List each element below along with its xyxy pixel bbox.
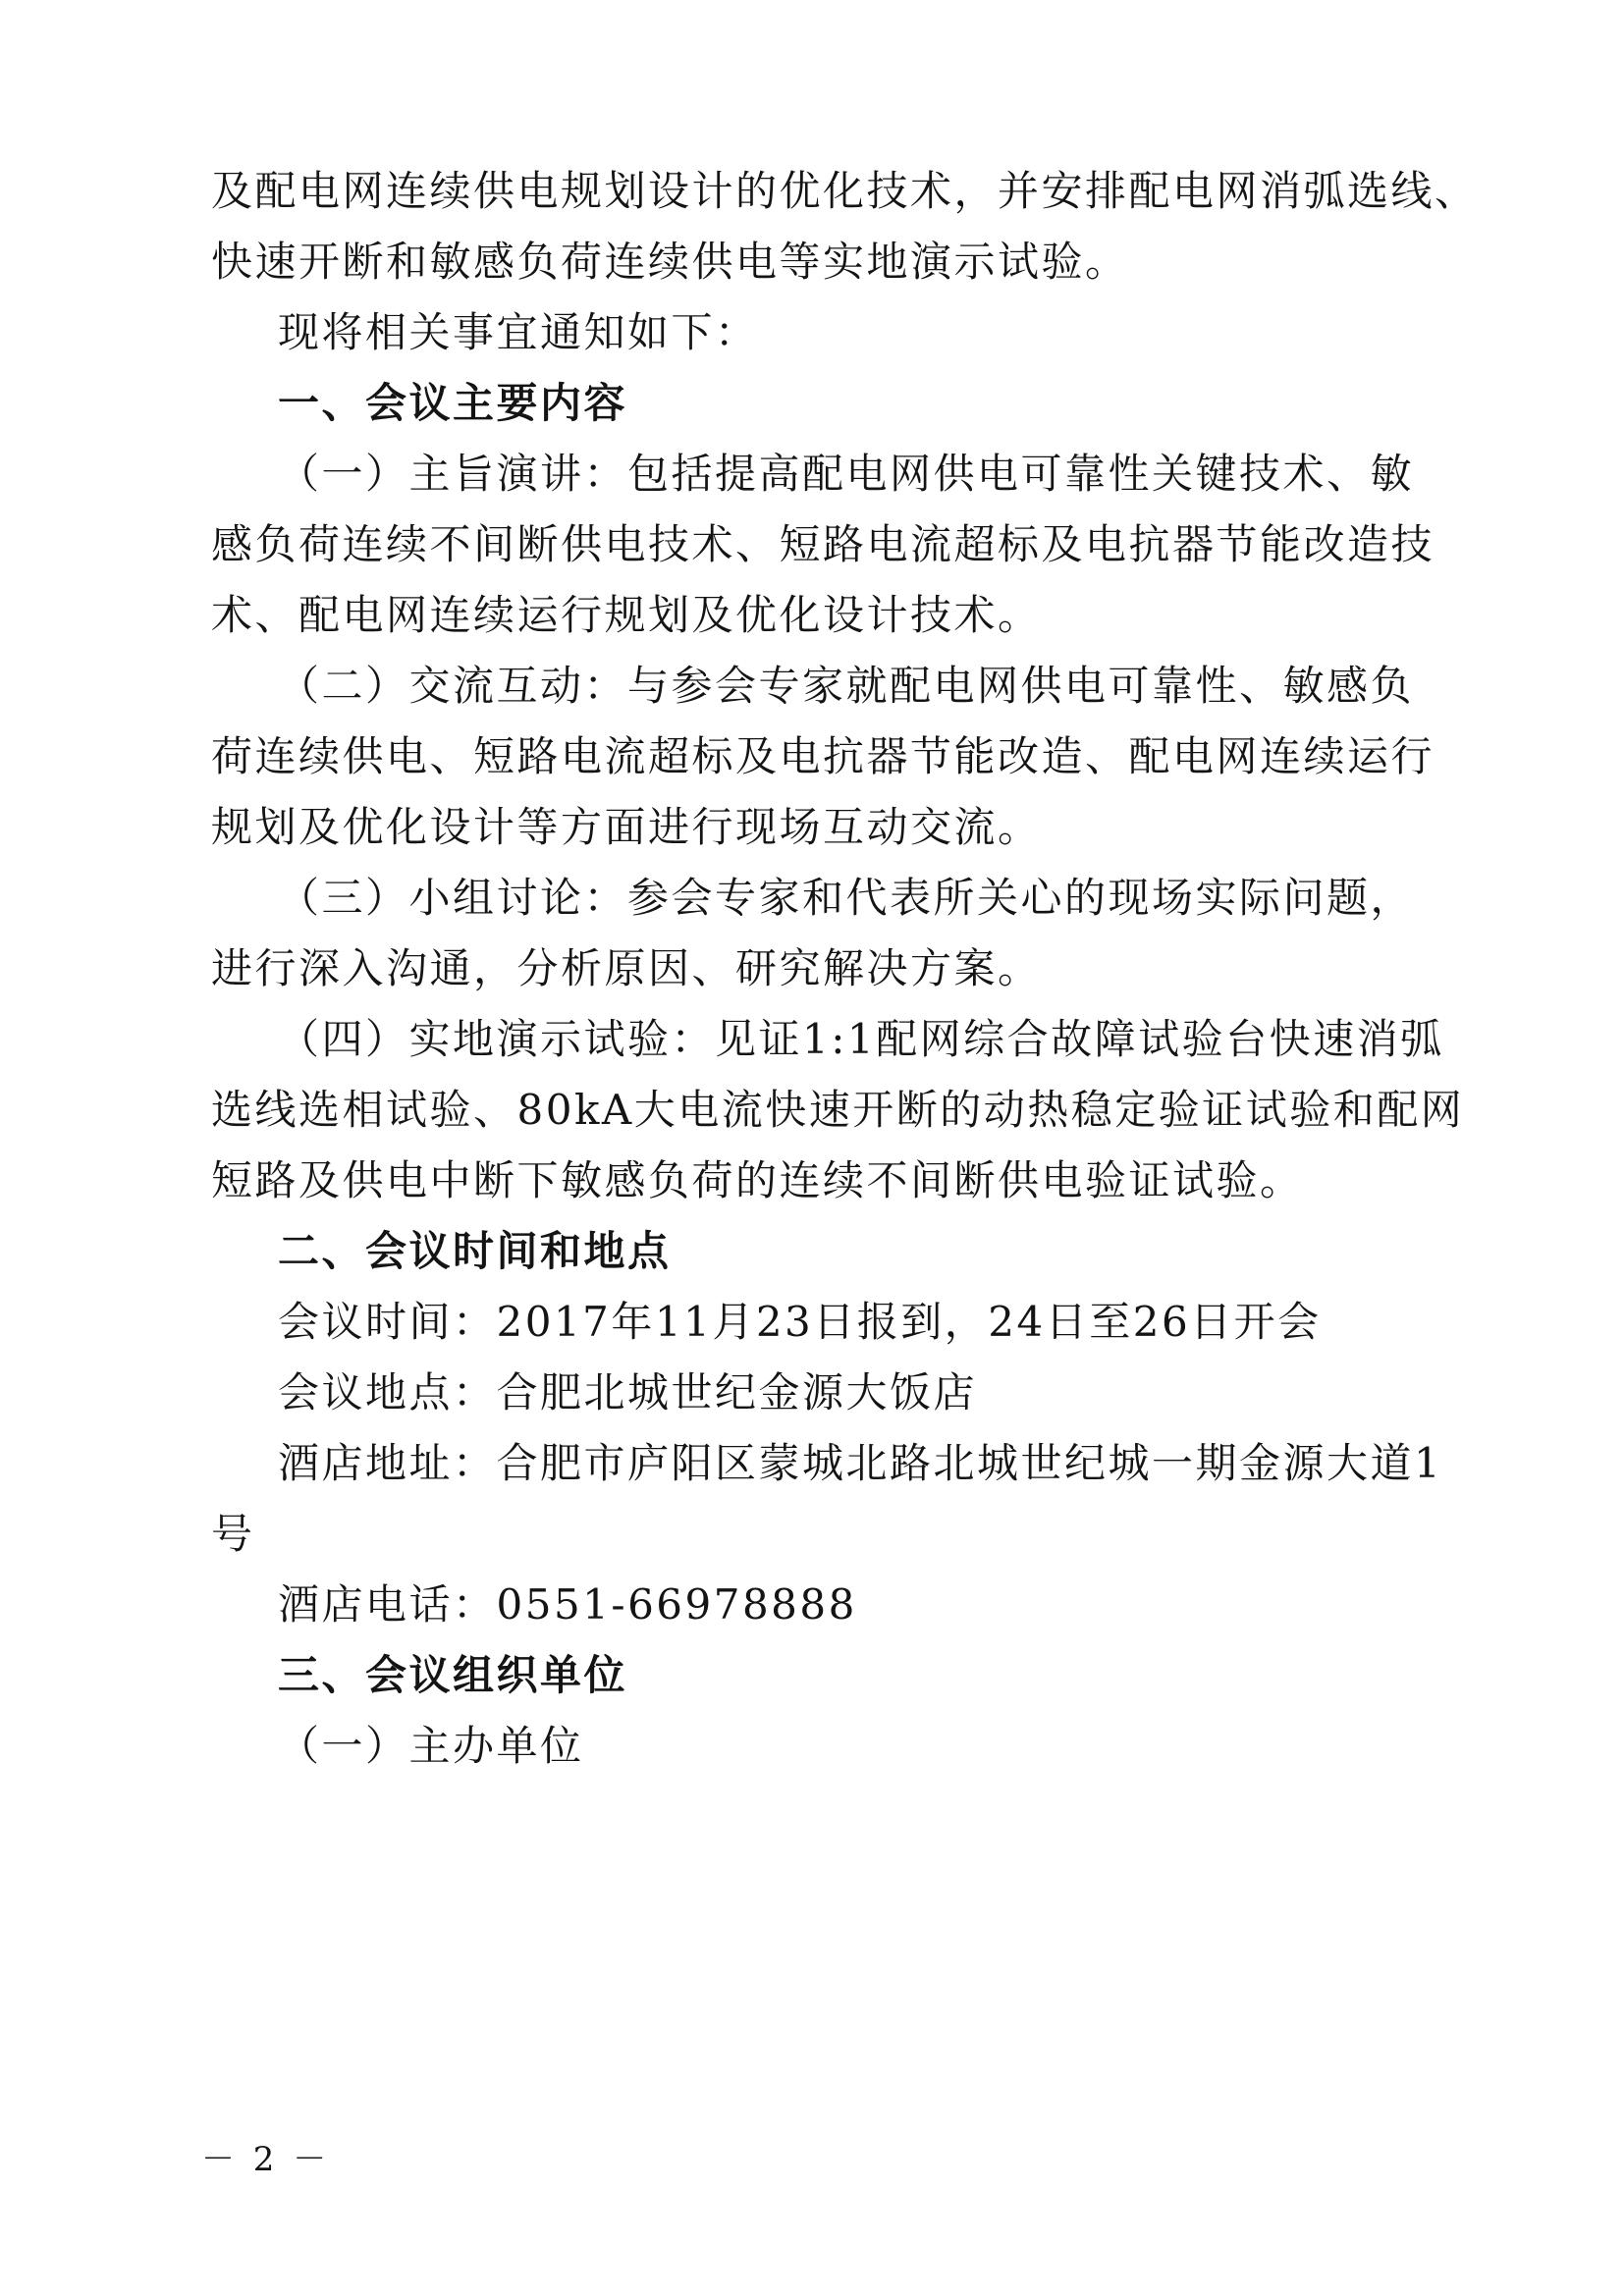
keynote-item-line: 术、配电网连续运行规划及优化设计技术。 [211, 591, 1042, 639]
demo-item-line: 选线选相试验、80kA大电流快速开断的动热稳定验证试验和配网 [211, 1086, 1465, 1134]
exchange-item-line: 荷连续供电、短路电流超标及电抗器节能改造、配电网连续运行 [211, 732, 1435, 780]
discussion-item-line: 进行深入沟通，分析原因、研究解决方案。 [211, 944, 1042, 992]
meeting-location: 会议地点：合肥北城世纪金源大饭店 [278, 1368, 978, 1416]
meeting-time: 会议时间：2017年11月23日报到，24日至26日开会 [278, 1298, 1322, 1346]
demo-item-line: 短路及供电中断下敏感负荷的连续不间断供电验证试验。 [211, 1156, 1304, 1204]
exchange-item-line: （二）交流互动：与参会专家就配电网供电可靠性、敏感负 [278, 662, 1415, 710]
exchange-item-line: 规划及优化设计等方面进行现场互动交流。 [211, 803, 1042, 851]
host-unit-subheading: （一）主办单位 [278, 1722, 584, 1770]
section-heading-time-location: 二、会议时间和地点 [278, 1227, 672, 1275]
discussion-item-line: （三）小组讨论：参会专家和代表所关心的现场实际问题， [278, 874, 1415, 922]
section-heading-organizers: 三、会议组织单位 [278, 1651, 628, 1699]
paragraph-continuation-line: 及配电网连续供电规划设计的优化技术，并安排配电网消弧选线、 [211, 167, 1479, 215]
section-heading-meeting-content: 一、会议主要内容 [278, 379, 628, 427]
hotel-address-line: 号 [211, 1510, 255, 1558]
paragraph-continuation-line: 快速开断和敏感负荷连续供电等实地演示试验。 [211, 238, 1129, 286]
keynote-item-line: 感负荷连续不间断供电技术、短路电流超标及电抗器节能改造技 [211, 520, 1435, 568]
hotel-phone: 酒店电话：0551-66978888 [278, 1580, 857, 1629]
hotel-address-line: 酒店地址：合肥市庐阳区蒙城北路北城世纪城一期金源大道1 [278, 1439, 1443, 1487]
keynote-item-line: （一）主旨演讲：包括提高配电网供电可靠性关键技术、敏 [278, 450, 1415, 498]
page-number: － 2 － [201, 2140, 331, 2179]
intro-sentence: 现将相关事宜通知如下： [278, 308, 759, 356]
demo-item-line: （四）实地演示试验：见证1:1配网综合故障试验台快速消弧 [278, 1015, 1444, 1063]
